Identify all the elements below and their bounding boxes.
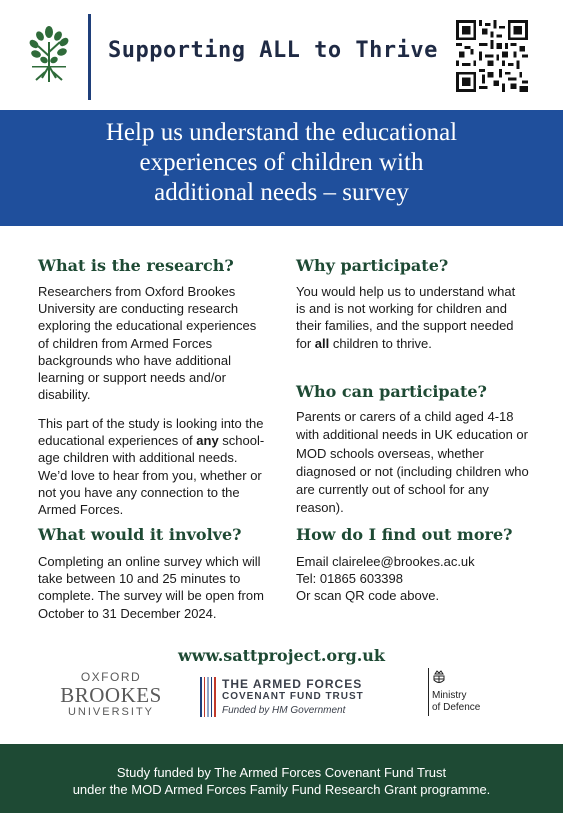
oxford-logo-line-2: BROOKES [60,683,162,707]
afcft-line-3: Funded by HM Government [222,705,346,716]
afcft-line-2: COVENANT FUND TRUST [222,691,364,702]
research-paragraph-2: This part of the study is looking into the educational experiences of any school-age children with additional needs. We’d love to hear from you, whether or not you have any connection to the Armed Forces. [38,416,265,518]
find-out-heading: How do I find out more? [296,525,513,544]
find-out-email[interactable]: Email clairelee@brookes.ac.uk [296,554,475,569]
why-heading: Why participate? [296,256,449,275]
armed-forces-covenant-logo [200,677,390,719]
mod-logo-text: Ministry of Defence [432,690,481,713]
mod-logo-rule [428,668,429,716]
research-paragraph-1: Researchers from Oxford Brookes University are conducting research exploring the educational experiences of children from Armed Forces backgrounds who have additional learning or support needs and/or disability. [38,284,257,403]
involve-heading: What would it involve? [38,525,242,544]
website-link[interactable]: www.sattproject.org.uk [178,646,385,665]
find-out-phone[interactable]: Tel: 01865 603398 [296,571,403,586]
page-title: Help us understand the educational experiences of children with additional needs – survey [105,119,458,206]
oxford-brookes-logo [56,670,166,719]
tagline: Supporting ALL to Thrive [108,38,438,63]
footer-text: Study funded by The Armed Forces Covenant Fund Trust under the MOD Armed Forces Family Fund Research Grant programme. [72,765,491,797]
who-heading: Who can participate? [296,382,487,401]
afcft-line-1: THE ARMED FORCES [222,677,363,691]
who-paragraph: Parents or carers of a child aged 4-18 with additional needs in UK education or MOD schools overseas, whether diagnosed or not (including children who are currently out of school for any reason). [296,409,529,516]
qr-code-icon[interactable] [456,20,528,92]
research-heading: What is the research? [38,256,234,275]
find-out-qr-note: Or scan QR code above. [296,588,440,603]
tree-icon [24,22,74,88]
flag-stripes-icon [200,677,216,717]
why-paragraph: You would help us to understand what is and is not working for children and their families, and the support needed for all children to thrive. [296,284,516,351]
ministry-of-defence-logo [428,668,508,718]
header [0,0,563,110]
royal-crest-icon [432,670,446,686]
oxford-logo-line-3: UNIVERSITY [67,706,154,718]
header-divider [88,14,91,100]
involve-paragraph: Completing an online survey which will take between 10 and 25 minutes to complete. The survey will be open from October to 31 December 2024. [38,554,264,621]
oxford-logo-line-1: OXFORD [80,670,142,684]
